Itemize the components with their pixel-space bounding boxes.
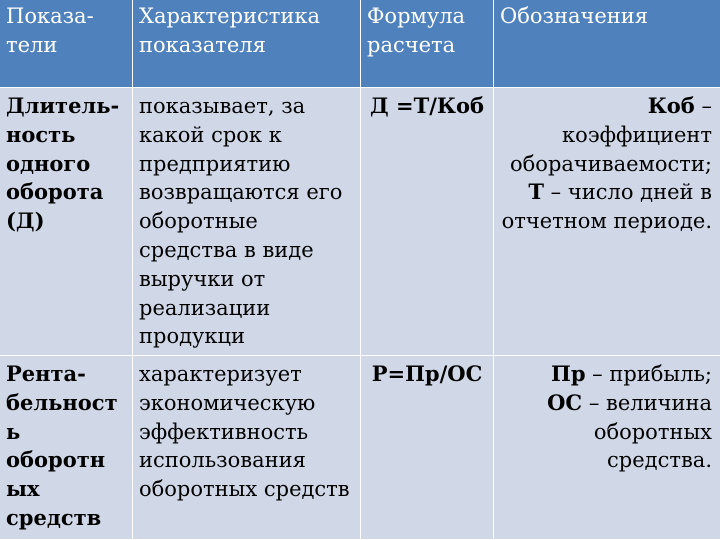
row1-notation [494,88,720,356]
row2-notation-term2: ОС [547,389,583,415]
row2-notation-term1: Пр [550,361,586,386]
row1-description: показывает, за какой срок к предприятию возвращаются его оборотные средства в виде выручки от реализации продукци [133,88,361,356]
header-characteristic: Характеристика показателя [133,0,361,88]
row2-notation-text1: – прибыль; [592,362,712,386]
row1-formula: Д =Т/Коб [361,88,494,356]
row2-description: характеризует экономическую эффективность использования оборотных средств [133,356,361,540]
row2-indicator: Рента- бельност ь оборотн ых средств [0,356,133,540]
row2-notation [494,356,720,540]
row1-notation-text1: – коэффициент оборачиваемости; [510,94,712,176]
row1-indicator: Длитель- ность одного оборота (Д) [0,88,133,356]
header-notation: Обозначения [494,0,720,88]
row1-notation-term2: Т [528,179,544,205]
row2-notation-text2: – величина оборотных средства. [588,390,712,473]
header-indicators: Показа- тели [0,0,133,88]
row1-notation-term1: Коб [647,93,695,118]
row1-notation-text2: – число дней в отчетном периоде. [501,180,712,234]
row2-formula: Р=Пр/ОС [361,356,494,540]
header-formula: Формула расчета [361,0,494,88]
